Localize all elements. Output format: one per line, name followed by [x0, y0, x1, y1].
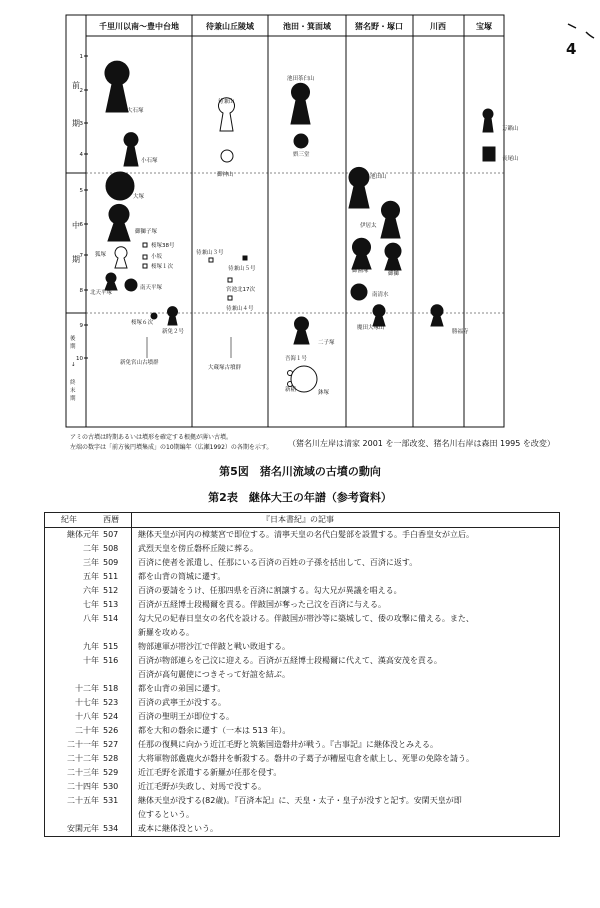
row-event-line: 都を山背の筒城に遷す。	[138, 572, 226, 581]
tomb-label: 大蔵塚古墳群	[208, 365, 242, 371]
row-event-line: 或本に継体没という。	[138, 824, 218, 833]
row-year: 513	[103, 600, 119, 609]
tomb-label: 伊居太	[360, 223, 377, 229]
row-year: 516	[103, 656, 119, 665]
tomb-label: 万籟山	[502, 126, 519, 132]
row-event-line: 近江毛野を派遣する新羅が任那を侵す。	[138, 768, 282, 777]
tomb-label: 鉢塚	[318, 390, 330, 396]
tomb-label: 新稲	[285, 387, 297, 393]
square-tomb-machikaneyama5	[243, 256, 247, 260]
row-event-line: 百済が高句麗使につきそって好誼を結ぶ。	[138, 670, 290, 679]
row-era: 継体元年	[67, 530, 99, 539]
svg-text:期: 期	[70, 396, 76, 402]
row-event-line: 物部連軍が帯沙江で伴跛と戦い敗退する。	[138, 642, 290, 651]
keyhole-tomb-inaita	[381, 201, 400, 238]
row-event	[131, 724, 559, 738]
row-era: 五年	[83, 572, 99, 581]
region-header-kawanishi: 川西	[430, 22, 446, 31]
svg-text:後: 後	[70, 336, 76, 342]
row-era: 二十一年	[67, 740, 99, 749]
figure-title: 第5図 猪名川流域の古墳の動向	[219, 465, 381, 478]
keyhole-tomb-ikedayama	[349, 167, 369, 208]
figure-note-source: （猪名川左岸は清家 2001 を一部改変、猪名川右岸は森田 1995 を改変）	[288, 439, 555, 448]
tomb-label: 大塚	[133, 194, 145, 200]
row-era: 九年	[83, 642, 99, 651]
row-event	[131, 738, 559, 752]
round-tomb-otsuka	[106, 172, 134, 200]
round-tomb-goshinzan	[221, 150, 233, 162]
row-event-line: 百済が五経博士段楊爾を貢る。伴跛国が奪った己汶を百済に与える。	[138, 600, 386, 609]
row-era: 十七年	[75, 698, 99, 707]
table-row	[45, 528, 559, 542]
row-event	[131, 696, 559, 710]
round-tomb-gosando	[294, 134, 308, 148]
row-year: 529	[103, 768, 119, 777]
square-tomb-machikaneyama3	[209, 258, 213, 262]
period-number: 9	[79, 323, 83, 329]
keitai-chronology-table	[44, 512, 560, 837]
row-event	[131, 640, 559, 654]
tomb-label: 池田茶臼山	[287, 76, 315, 82]
table-row	[45, 570, 559, 584]
keyhole-tomb-shofukuji	[431, 305, 443, 326]
row-era: 二十四年	[67, 782, 99, 791]
row-event	[131, 780, 559, 794]
round-tomb-minamitenpeizuka	[125, 279, 137, 291]
tomb-label: 桜塚６次	[131, 320, 154, 326]
row-event	[131, 570, 559, 584]
period-number: 4	[79, 152, 83, 158]
table-row	[45, 598, 559, 612]
tomb-label: 大石塚	[127, 108, 144, 114]
region-header-inano-tsukaguchi: 猪名野・塚口	[355, 22, 403, 31]
page-number: 4	[566, 40, 577, 58]
tomb-label: 新免宮山古墳群	[120, 360, 159, 366]
row-year: 524	[103, 712, 119, 721]
row-event	[131, 766, 559, 780]
row-event-line: 百済の聖明王が即位する。	[138, 712, 234, 721]
header-era: 紀年	[61, 515, 77, 524]
table-title: 第2表 継体大王の年譜（参考資料）	[208, 491, 392, 504]
svg-text:中: 中	[72, 221, 80, 230]
region-header-toyonaka: 千里川以南～豊中台地	[99, 22, 179, 31]
table-row	[45, 724, 559, 738]
square-tomb-sakurazuka38	[143, 243, 147, 247]
row-year: 526	[103, 726, 119, 735]
row-era: 二十三年	[67, 768, 99, 777]
table-row	[45, 584, 559, 598]
svg-text:末: 末	[70, 388, 76, 394]
row-event	[131, 528, 559, 542]
keyhole-tomb-kitsunezuka	[115, 247, 127, 268]
tomb-label: 待兼山４号	[226, 306, 254, 312]
row-era: 十八年	[75, 712, 99, 721]
row-event-line: 武烈天皇を傍丘磐杯丘陵に葬る。	[138, 544, 258, 553]
tomb-label: 小坂	[151, 254, 163, 260]
table-row	[45, 696, 559, 710]
row-year: 523	[103, 698, 119, 707]
row-event	[131, 794, 559, 822]
tomb-label: 桜塚38号	[151, 243, 175, 249]
row-event	[131, 822, 559, 836]
table-row	[45, 766, 559, 780]
row-event	[131, 556, 559, 570]
table-row	[45, 794, 559, 822]
row-event-line: 任那の復興に向かう近江毛野と筑紫国造磐井が戦う。『古事記』に継体没とみえる。	[138, 740, 438, 749]
row-event-line: 継体天皇が没する(82歳)。『百済本記』に、天皇・太子・皇子が没すと記す。安閑天皇が即	[138, 796, 462, 805]
tomb-label: 北天平塚	[90, 290, 113, 296]
period-number: 2	[79, 88, 83, 94]
tomb-label: 小石塚	[141, 158, 158, 164]
tomb-label: 池田山	[370, 174, 387, 180]
row-event-line: 位するという。	[138, 810, 194, 819]
row-event-line: 新羅を攻める。	[138, 628, 194, 637]
table-header-row	[45, 513, 559, 528]
table-row	[45, 780, 559, 794]
figure-note-2: 左端の数字は「前方後円墳集成」の10期編年（広瀬1992）の各期を示す。	[70, 444, 273, 451]
svg-text:期: 期	[70, 344, 76, 350]
tomb-label: 二子塚	[318, 340, 335, 346]
table-row	[45, 640, 559, 654]
row-event	[131, 598, 559, 612]
svg-text:期: 期	[72, 255, 80, 264]
tomb-label: 御神山	[217, 172, 234, 178]
tomb-label: 長尾山	[502, 156, 519, 162]
table-row	[45, 556, 559, 570]
keyhole-tomb-madaotsukayama	[373, 305, 385, 326]
keyhole-tomb-ikedachausuyama	[291, 83, 310, 124]
row-event	[131, 752, 559, 766]
row-year: 531	[103, 796, 119, 805]
tomb-label: 狐塚	[95, 252, 107, 258]
keyhole-tomb-goshishizuka	[108, 204, 130, 241]
keyhole-tomb-futagozuka	[294, 317, 309, 344]
tomb-label: 娯三堂	[293, 152, 310, 158]
period-number: 7	[79, 253, 83, 259]
row-event-line: 大将軍物部麁鹿火が磐井を斬殺する。磐井の子葛子が糟屋屯倉を献上し、死罪の免除を請う。	[138, 754, 474, 763]
keyhole-tomb-oishizuka	[105, 61, 129, 112]
square-tomb-kosaka	[143, 255, 147, 259]
tomb-label: 御園塚	[352, 268, 369, 274]
header-year: 西暦	[103, 515, 119, 524]
row-event-line: 百済が物部連らを己汶に迎える。百済が五経博士段楊爾に代えて、漢高安茂を貢る。	[138, 656, 442, 665]
tomb-label: 待兼山	[218, 99, 235, 105]
row-year: 511	[103, 572, 119, 581]
keyhole-tomb-shinmen2	[167, 307, 177, 325]
tomb-label: 南清水	[372, 292, 389, 298]
table-body	[45, 528, 559, 836]
row-year: 509	[103, 558, 119, 567]
row-event-line: 百済の要請をうけ、任那四県を百済に割譲する。勾大兄が異議を唱える。	[138, 586, 402, 595]
tomb-label: 御獅子塚	[135, 229, 158, 235]
row-year: 507	[103, 530, 119, 539]
keyhole-tomb-kitatenpeizuka	[105, 273, 117, 290]
row-year: 534	[103, 824, 119, 833]
tomb-label: 吾海１号	[285, 356, 308, 362]
row-event-line: 近江毛野が失政し、対馬で没する。	[138, 782, 266, 791]
row-event-line: 百済に使者を派遣し、任那にいる百済の百姓の子孫を括出して、百済に返す。	[138, 558, 418, 567]
table-row	[45, 710, 559, 724]
period-number: 3	[79, 121, 83, 127]
row-event-line: 継体天皇が河内の樟葉宮で即位する。清寧天皇の名代白髪部を設置する。手白香皇女が立后。	[138, 530, 474, 539]
table-row	[45, 822, 559, 836]
square-tomb-miyaikekita17	[228, 278, 232, 282]
tomb-label: 宮池北17次	[226, 287, 255, 293]
row-era: 二十二年	[67, 754, 99, 763]
table-row	[45, 752, 559, 766]
header-event: 『日本書紀』の記事	[131, 513, 559, 527]
tomb-label: 御獅	[388, 271, 400, 277]
row-year: 527	[103, 740, 119, 749]
table-row	[45, 542, 559, 556]
svg-text:↓: ↓	[71, 362, 76, 368]
row-event	[131, 654, 559, 682]
period-number: 6	[79, 222, 83, 228]
row-era: 三年	[83, 558, 99, 567]
region-header-takarazuka: 宝塚	[476, 22, 492, 31]
row-event	[131, 682, 559, 696]
table-row	[45, 612, 559, 640]
tomb-label: 新免２号	[162, 329, 185, 335]
tomb-label: 南天平塚	[140, 285, 163, 291]
keyhole-tomb-manraisan	[483, 109, 493, 132]
svg-text:終: 終	[70, 380, 76, 386]
row-event	[131, 612, 559, 640]
region-header-machikaneyama: 待兼山丘陵域	[206, 22, 254, 31]
table-row	[45, 682, 559, 696]
row-era: 六年	[83, 586, 99, 595]
row-era: 安閑元年	[67, 824, 99, 833]
row-era: 十年	[83, 656, 99, 665]
period-number: 5	[79, 188, 83, 194]
row-year: 514	[103, 614, 119, 623]
round-tomb-minamishimizu	[351, 284, 367, 300]
row-era: 二年	[83, 544, 99, 553]
svg-text:前: 前	[72, 81, 80, 90]
row-era: 八年	[83, 614, 99, 623]
tomb-label: 桜塚１次	[151, 264, 174, 270]
tomb-label: 魔田大塚山	[357, 325, 385, 331]
keyhole-tomb-koishizuka	[124, 133, 138, 166]
tomb-distribution-figure	[0, 0, 600, 440]
row-era: 七年	[83, 600, 99, 609]
row-era: 二十年	[75, 726, 99, 735]
square-tomb-nagaoyama	[483, 147, 495, 161]
figure-note-1: アミの古墳は時期あるいは墳形を確定する根拠が薄い古墳。	[70, 434, 233, 441]
region-header-ikeda-mino: 池田・箕面域	[283, 22, 331, 31]
period-number: 8	[79, 288, 83, 294]
period-late-label	[70, 334, 76, 402]
row-era: 十二年	[75, 684, 99, 693]
row-event-line: 都を山背の弟国に遷す。	[138, 684, 226, 693]
period-number: 10	[76, 356, 83, 362]
tomb-label: 勝福寺	[452, 329, 469, 335]
row-event	[131, 584, 559, 598]
table-row	[45, 654, 559, 682]
row-event	[131, 542, 559, 556]
table-row	[45, 738, 559, 752]
row-year: 530	[103, 782, 119, 791]
row-event-line: 百済の武寧王が没する。	[138, 698, 226, 707]
row-event-line: 都を大和の磐余に遷す（一本は 513 年）。	[138, 726, 291, 735]
tomb-label: 待兼山５号	[228, 266, 256, 272]
period-number: 1	[79, 54, 83, 60]
square-tomb-sakurazuka1	[143, 264, 147, 268]
row-event-line: 勾大兄の妃春日皇女の名代を設ける。伴跛国が帯沙等に築城して、倭の攻撃に備える。また、	[138, 614, 474, 623]
row-year: 512	[103, 586, 119, 595]
round-tomb-sakurazuka6	[151, 313, 157, 319]
row-year: 508	[103, 544, 119, 553]
keyhole-tomb-goshi	[385, 243, 401, 270]
tomb-label: 待兼山３号	[196, 250, 224, 256]
row-era: 二十五年	[67, 796, 99, 805]
row-year: 518	[103, 684, 119, 693]
svg-text:期: 期	[72, 119, 80, 128]
row-year: 528	[103, 754, 119, 763]
row-event	[131, 710, 559, 724]
square-tomb-machikaneyama4	[228, 296, 232, 300]
row-year: 515	[103, 642, 119, 651]
keyhole-tomb-misonozuka	[352, 238, 371, 269]
